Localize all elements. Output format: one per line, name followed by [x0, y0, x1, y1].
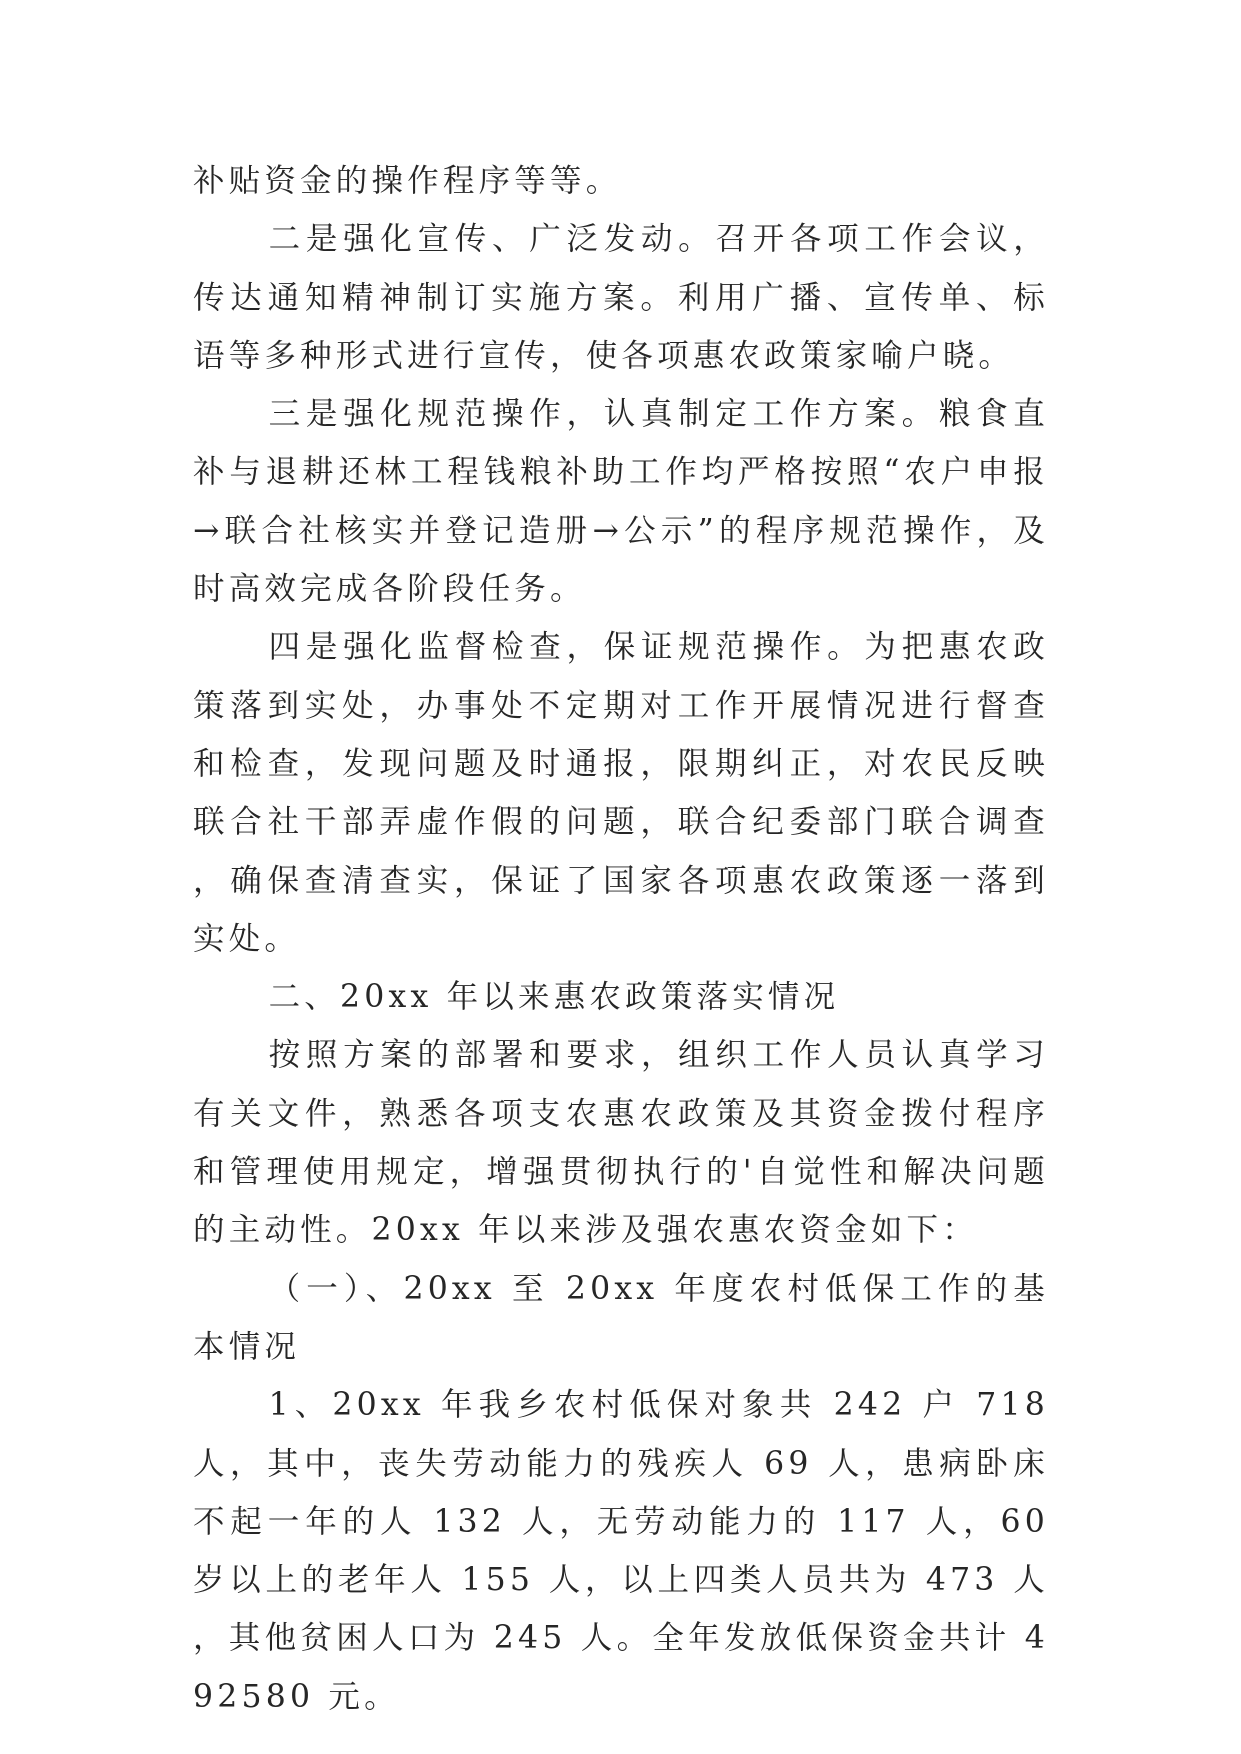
paragraph-low-income-stats: 1、20xx 年我乡农村低保对象共 242 户 718 人，其中，丧失劳动能力的残疾人 69 人，患病卧床不起一年的人 132 人，无劳动能力的 117 人，60 岁以上的老年人 155 人，以上四类人员共为 473 人，其他贫困人口为 245 人。全年发放低保资金共计 492580 元。	[193, 1387, 1049, 1715]
paragraph-continuation: 补贴资金的操作程序等等。	[193, 163, 622, 199]
paragraph-implementation: 按照方案的部署和要求，组织工作人员认真学习有关文件，熟悉各项支农惠农政策及其资金拨付程序和管理使用规定，增强贯彻执行的'自觉性和解决问题的主动性。20xx 年以来涉及强农惠农资金如下：	[193, 1037, 1049, 1249]
paragraph-supervision: 四是强化监督检查，保证规范操作。为把惠农政策落到实处，办事处不定期对工作开展情况进行督查和检查，发现问题及时通报，限期纠正，对农民反映联合社干部弄虚作假的问题，联合纪委部门联合调查，确保查清查实，保证了国家各项惠农政策逐一落到实处。	[193, 629, 1049, 957]
document-body	[193, 152, 1049, 1726]
section-heading: 二、20xx 年以来惠农政策落实情况	[268, 979, 840, 1016]
paragraph-publicity: 二是强化宣传、广泛发动。召开各项工作会议，传达通知精神制订实施方案。利用广播、宣传单、标语等多种形式进行宣传，使各项惠农政策家喻户晓。	[193, 221, 1049, 374]
paragraph-standard-operation: 三是强化规范操作，认真制定工作方案。粮食直补与退耕还林工程钱粮补助工作均严格按照“农户申报→联合社核实并登记造册→公示”的程序规范操作，及时高效完成各阶段任务。	[193, 396, 1049, 608]
subsection-heading: （一）、20xx 至 20xx 年度农村低保工作的基本情况	[193, 1270, 1049, 1365]
